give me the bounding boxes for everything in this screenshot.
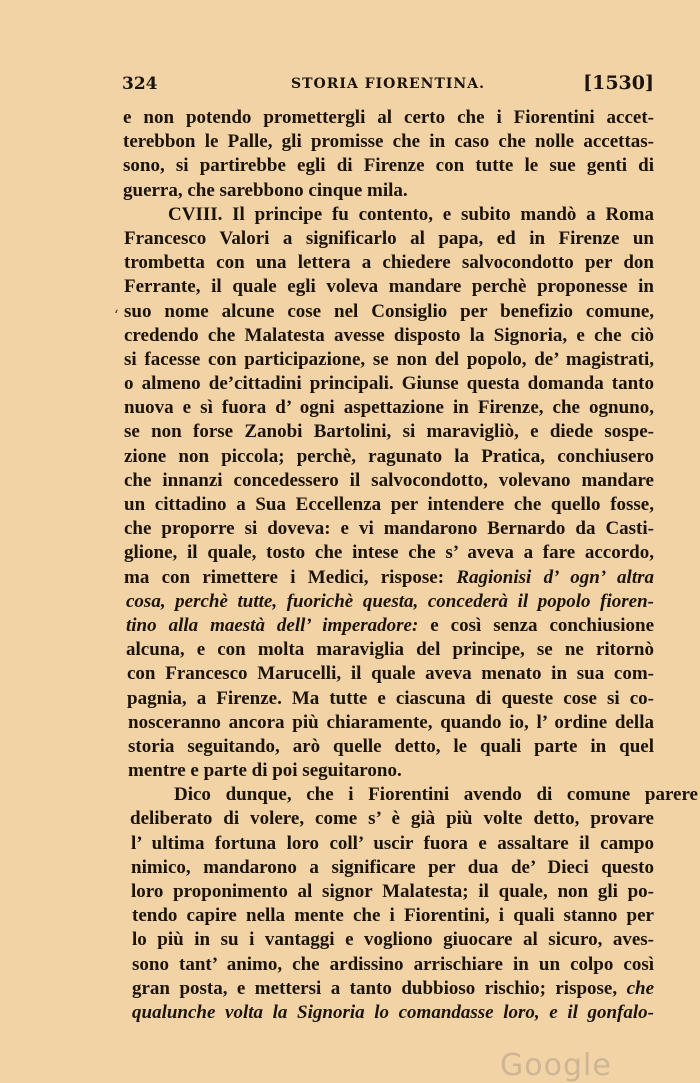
text-line — [124, 300, 654, 324]
running-title: STORIA FIORENTINA. — [291, 76, 485, 92]
text-segment: sono, si partirebbe egli di Firenze con tutte le sue genti di — [123, 155, 654, 177]
text-segment: pagnia, a Firenze. Ma tutte e ciascuna di queste cose si co- — [127, 687, 654, 709]
text-segment: mentre e parte di poi seguitarono. — [128, 760, 402, 782]
text-line — [126, 590, 654, 614]
text-segment: deliberato di volere, come s’ è già più volte detto, provare — [130, 808, 654, 830]
text-line — [128, 711, 654, 735]
text-line — [124, 372, 654, 396]
italic-segment: qualunche volta la Signoria lo comandasse loro, e il gonfalo- — [132, 1001, 654, 1023]
text-line — [127, 687, 654, 711]
text-segment: si facesse con participazione, se non del popolo, de’ magistrati, — [124, 348, 654, 370]
watermark-text: Google — [500, 1048, 612, 1083]
text-segment: terebbon le Palle, gli promisse che in caso che nolle accettas- — [123, 131, 654, 153]
text-segment: con Francesco Marucelli, il quale aveva menato in sua com- — [127, 663, 654, 685]
text-line — [124, 227, 654, 251]
text-line — [130, 807, 654, 831]
text-line — [124, 566, 654, 590]
text-line — [124, 445, 654, 469]
text-segment: credendo che Malatesta avesse disposto la Signoria, e che ciò — [124, 324, 654, 346]
text-line — [124, 348, 654, 372]
text-line — [124, 275, 654, 299]
text-segment: zione non piccola; perchè, ragunato la Pratica, conchiusero — [124, 445, 654, 467]
text-segment: nuova e sì fuora d’ ogni aspettazione in Firenze, che ognuno, — [124, 397, 654, 419]
text-segment: Francesco Valori a significarlo al papa, ed in Firenze un — [124, 227, 654, 249]
text-line — [124, 517, 654, 541]
text-line — [124, 251, 654, 275]
text-segment: glione, il quale, tosto che intese che s’ aveva a fare accordo, — [124, 542, 654, 564]
text-segment: storia seguitando, arò quelle detto, le quali parte in quel — [128, 735, 654, 757]
italic-segment: tino alla maestà dell’ imperadore: — [126, 614, 419, 636]
text-segment: se non forse Zanobi Bartolini, si maravigliò, e diede sospe- — [124, 421, 654, 443]
text-segment: un cittadino a Sua Eccellenza per intendere che quello fosse, — [124, 494, 654, 515]
text-line — [123, 106, 654, 130]
text-line — [127, 662, 654, 686]
text-segment: e non potendo promettergli al certo che i Fiorentini accet- — [123, 107, 654, 128]
text-line — [132, 953, 654, 977]
text-segment: tendo capire nella mente che i Fiorentini, i quali stanno per — [132, 905, 654, 927]
text-line — [124, 324, 654, 348]
text-segment: che proporre si doveva: e vi mandarono Bernardo da Casti- — [124, 518, 654, 540]
year-bracket: [1530] — [583, 72, 654, 94]
text-line — [128, 735, 654, 759]
text-line — [124, 396, 654, 420]
text-segment: guerra, che sarebbono cinque mila. — [123, 179, 408, 201]
text-segment: ma con rimettere i Medici, rispose: — [124, 566, 445, 588]
text-line — [128, 759, 654, 783]
text-line — [124, 493, 654, 517]
text-segment: Ferrante, il quale egli voleva mandare perchè proponesse in — [124, 276, 654, 298]
text-segment: suo nome alcune cose nel Consiglio per benefizio comune, — [124, 300, 654, 322]
body-text — [123, 106, 698, 1025]
text-line — [131, 880, 654, 904]
text-line — [124, 203, 654, 227]
text-line — [126, 614, 654, 638]
text-line — [126, 638, 654, 662]
text-segment: l’ ultima fortuna loro coll’ uscir fuora e assaltare il campo — [131, 832, 654, 854]
text-line — [123, 154, 654, 178]
text-segment: sono tant’ animo, che ardissino arrischiare in un colpo così — [132, 953, 654, 975]
text-line — [132, 928, 654, 952]
text-line — [123, 179, 654, 203]
text-segment: che innanzi concedessero il salvocondotto, volevano mandare — [124, 469, 654, 491]
margin-mark: ‘ — [114, 308, 119, 324]
text-line — [124, 420, 654, 444]
text-segment: lo più in su i vantaggi e vogliono giuocare al sicuro, aves- — [132, 929, 654, 951]
page-number: 324 — [122, 74, 158, 94]
text-segment: nosceranno ancora più chiaramente, quando io, l’ ordine della — [128, 711, 654, 733]
text-segment: loro proponimento al signor Malatesta; il quale, non gli po- — [131, 881, 654, 902]
text-line — [124, 541, 654, 565]
text-line — [123, 130, 654, 154]
text-segment: e così senza conchiusione — [430, 614, 654, 636]
text-line — [130, 783, 698, 807]
text-segment: alcuna, e con molta maraviglia del principe, se ne ritornò — [126, 639, 654, 661]
text-segment: trombetta con una lettera a chiedere salvocondotto per don — [124, 252, 654, 274]
italic-segment: che — [626, 977, 654, 999]
page-header — [122, 70, 654, 98]
text-segment: nimico, mandarono a significare per dua de’ Dieci questo — [131, 856, 654, 878]
text-segment: Dico dunque, che i Fiorentini avendo di comune parere — [174, 784, 698, 806]
text-segment: gran posta, e mettersi a tanto dubbioso rischio; rispose, — [132, 977, 618, 999]
italic-segment: Ragionisi d’ ogn’ altra — [456, 566, 654, 588]
text-line — [124, 469, 654, 493]
text-line — [132, 977, 654, 1001]
text-segment: o almeno de’cittadini principali. Giunse questa domanda tanto — [124, 373, 654, 395]
text-line — [131, 856, 654, 880]
text-line — [131, 832, 654, 856]
text-line — [132, 1001, 654, 1025]
italic-segment: cosa, perchè tutte, fuorichè questa, concederà il popolo fioren- — [126, 590, 654, 612]
text-segment: CVIII. Il principe fu contento, e subito mandò a Roma — [168, 203, 654, 225]
text-line — [132, 904, 654, 928]
